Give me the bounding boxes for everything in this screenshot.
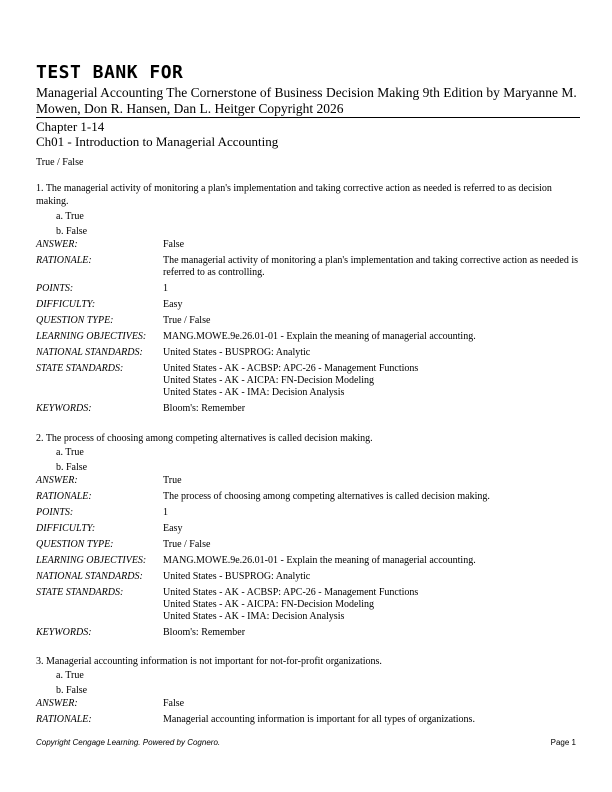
state-standard-2: United States - AK - AICPA: FN-Decision Modeling [163, 599, 375, 610]
difficulty-label: DIFFICULTY: [36, 299, 96, 310]
state-standards-label: STATE STANDARDS: [36, 587, 124, 598]
national-standards-value: United States - BUSPROG: Analytic [163, 347, 311, 358]
keywords-value: Bloom's: Remember [163, 627, 246, 638]
rationale-label: RATIONALE: [36, 491, 92, 502]
rationale-value: The process of choosing among competing alternatives is called decision making. [163, 491, 490, 502]
national-standards-value: United States - BUSPROG: Analytic [163, 571, 311, 582]
state-standard-1: United States - AK - ACBSP: APC-26 - Management Functions [163, 363, 419, 374]
difficulty-value: Easy [163, 299, 183, 310]
header-divider [36, 117, 580, 118]
question-text: 3. Managerial accounting information is not important for not-for-profit organizations. [36, 656, 382, 667]
option-b: b. False [56, 462, 88, 473]
rationale-label: RATIONALE: [36, 255, 92, 266]
difficulty-value: Easy [163, 523, 183, 534]
national-standards-row [36, 571, 580, 587]
points-value: 1 [163, 283, 168, 294]
footer-page-number: Page 1 [550, 738, 576, 747]
learning-objectives-value: MANG.MOWE.9e.26.01-01 - Explain the meaning of managerial accounting. [163, 555, 476, 566]
points-row [36, 283, 580, 299]
national-standards-label: NATIONAL STANDARDS: [36, 347, 143, 358]
answer-value: False [163, 698, 185, 709]
answer-row [36, 239, 580, 255]
state-standards-value [163, 363, 580, 403]
keywords-row [36, 403, 580, 419]
question-metadata [36, 698, 580, 730]
keywords-label: KEYWORDS: [36, 403, 92, 414]
state-standards-row [36, 587, 580, 627]
answer-label: ANSWER: [36, 239, 78, 250]
question-2 [36, 432, 580, 643]
difficulty-label: DIFFICULTY: [36, 523, 96, 534]
difficulty-row [36, 299, 580, 315]
option-a: a. True [56, 670, 84, 681]
footer-copyright: Copyright Cengage Learning. Powered by Cognero. [36, 738, 221, 747]
answer-row [36, 698, 580, 714]
answer-label: ANSWER: [36, 475, 78, 486]
answer-value: True [163, 475, 182, 486]
national-standards-label: NATIONAL STANDARDS: [36, 571, 143, 582]
question-type-value: True / False [163, 539, 211, 550]
state-standards-row [36, 363, 580, 403]
question-text: 1. The managerial activity of monitoring a plan's implementation and taking corrective action as needed is referred to as decision making. [36, 183, 552, 207]
rationale-value: The managerial activity of monitoring a plan's implementation and taking corrective action as needed is referred to as controlling. [163, 255, 578, 278]
question-type-heading: True / False [36, 157, 84, 168]
chapter-range: Chapter 1-14 [36, 119, 105, 134]
question-text: 2. The process of choosing among competing alternatives is called decision making. [36, 433, 373, 444]
keywords-label: KEYWORDS: [36, 627, 92, 638]
book-title: Managerial Accounting The Cornerstone of Business Decision Making 9th Edition by Maryanne M. Mowen, Don R. Hansen, Dan L. Heitger Copyright 2026 [36, 85, 577, 116]
points-label: POINTS: [36, 507, 74, 518]
option-b: b. False [56, 685, 88, 696]
state-standard-2: United States - AK - AICPA: FN-Decision Modeling [163, 375, 375, 386]
answer-label: ANSWER: [36, 698, 78, 709]
question-type-label: QUESTION TYPE: [36, 539, 114, 550]
question-type-label: QUESTION TYPE: [36, 315, 114, 326]
question-type-row [36, 539, 580, 555]
difficulty-row [36, 523, 580, 539]
option-b: b. False [56, 226, 88, 237]
learning-objectives-label: LEARNING OBJECTIVES: [36, 331, 147, 342]
state-standards-label: STATE STANDARDS: [36, 363, 124, 374]
option-a: a. True [56, 447, 84, 458]
learning-objectives-value: MANG.MOWE.9e.26.01-01 - Explain the meaning of managerial accounting. [163, 331, 476, 342]
question-1 [36, 182, 580, 419]
option-a: a. True [56, 211, 84, 222]
rationale-value: Managerial accounting information is important for all types of organizations. [163, 714, 475, 725]
test-bank-heading: TEST BANK FOR [36, 62, 184, 83]
points-label: POINTS: [36, 283, 74, 294]
rationale-row [36, 255, 580, 283]
answer-row [36, 475, 580, 491]
question-type-value: True / False [163, 315, 211, 326]
rationale-row [36, 714, 580, 730]
points-value: 1 [163, 507, 168, 518]
keywords-row [36, 627, 580, 643]
rationale-label: RATIONALE: [36, 714, 92, 725]
state-standard-3: United States - AK - IMA: Decision Analysis [163, 387, 345, 398]
learning-objectives-label: LEARNING OBJECTIVES: [36, 555, 147, 566]
question-metadata [36, 475, 580, 643]
question-metadata [36, 239, 580, 419]
keywords-value: Bloom's: Remember [163, 403, 246, 414]
chapter-title: Ch01 - Introduction to Managerial Accounting [36, 134, 279, 149]
learning-objectives-row [36, 555, 580, 571]
question-3 [36, 655, 580, 730]
state-standards-value [163, 587, 580, 627]
answer-value: False [163, 239, 185, 250]
question-type-row [36, 315, 580, 331]
rationale-row [36, 491, 580, 507]
national-standards-row [36, 347, 580, 363]
learning-objectives-row [36, 331, 580, 347]
state-standard-3: United States - AK - IMA: Decision Analysis [163, 611, 345, 622]
state-standard-1: United States - AK - ACBSP: APC-26 - Management Functions [163, 587, 419, 598]
points-row [36, 507, 580, 523]
